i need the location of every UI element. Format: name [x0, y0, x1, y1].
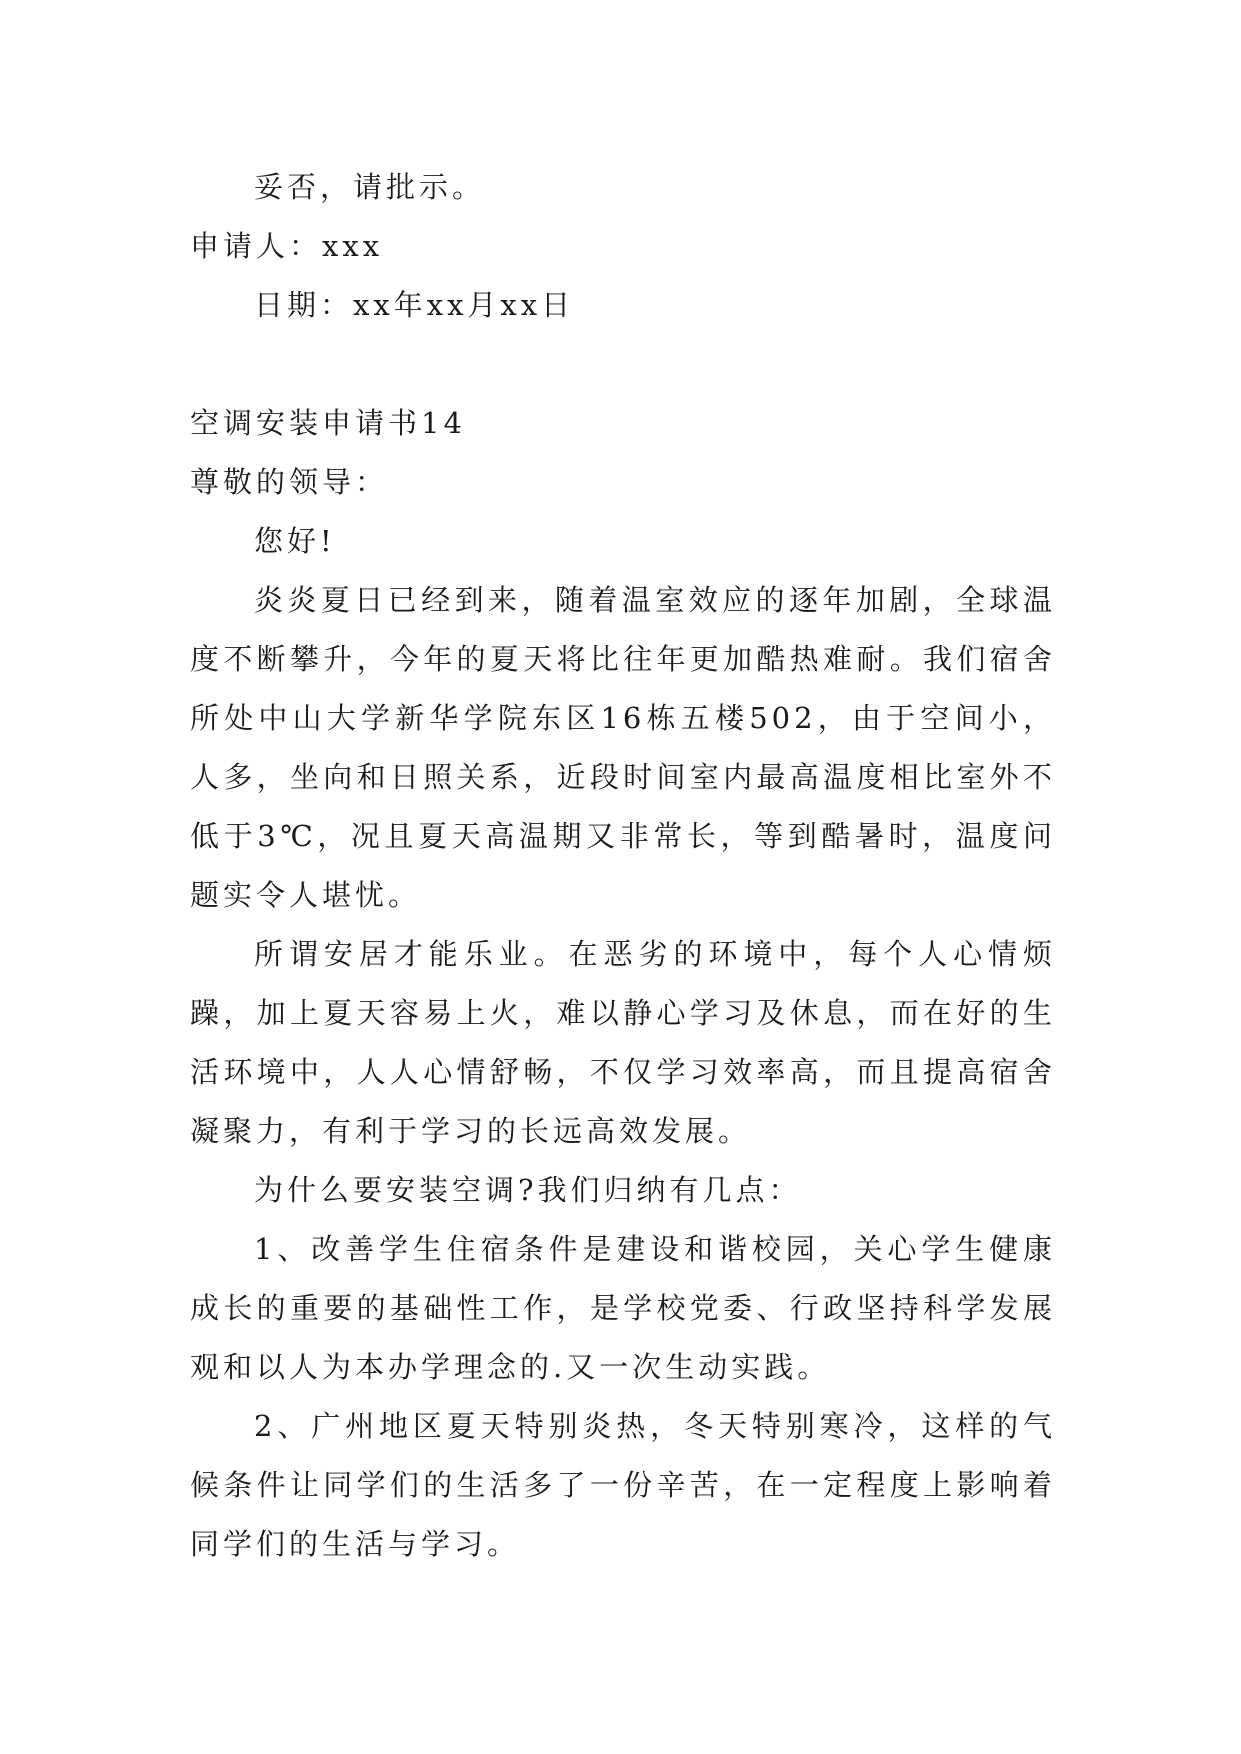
document-body	[190, 158, 1056, 1574]
body-paragraph: 炎炎夏日已经到来，随着温室效应的逐年加剧，全球温度不断攀升，今年的夏天将比往年更加酷热难耐。我们宿舍所处中山大学新华学院东区16栋五楼502，由于空间小，人多，坐向和日照关系，近段时间室内最高温度相比室外不低于3℃，况且夏天高温期又非常长，等到酷暑时，温度问题实令人堪忧。	[190, 583, 1056, 912]
body-paragraph: 2、广州地区夏天特别炎热，冬天特别寒冷，这样的气候条件让同学们的生活多了一份辛苦，在一定程度上影响着同学们的生活与学习。	[190, 1409, 1056, 1561]
body-paragraph: 为什么要安装空调?我们归纳有几点：	[254, 1173, 802, 1207]
letter-title: 空调安装申请书14	[190, 406, 466, 440]
greeting: 您好!	[254, 524, 336, 558]
body-paragraph: 1、改善学生住宿条件是建设和谐校园，关心学生健康成长的重要的基础性工作，是学校党委、行政坚持科学发展观和以人为本办学理念的.又一次生动实践。	[190, 1232, 1056, 1384]
applicant-line: 申请人：xxx	[190, 229, 384, 263]
request-approval-line: 妥否，请批示。	[254, 170, 486, 204]
body-paragraph: 所谓安居才能乐业。在恶劣的环境中，每个人心情烦躁，加上夏天容易上火，难以静心学习及休息，而在好的生活环境中，人人心情舒畅，不仅学习效率高，而且提高宿舍凝聚力，有利于学习的长远高效发展。	[190, 937, 1056, 1148]
salutation: 尊敬的领导：	[190, 465, 389, 499]
date-line: 日期：xx年xx月xx日	[254, 288, 575, 322]
